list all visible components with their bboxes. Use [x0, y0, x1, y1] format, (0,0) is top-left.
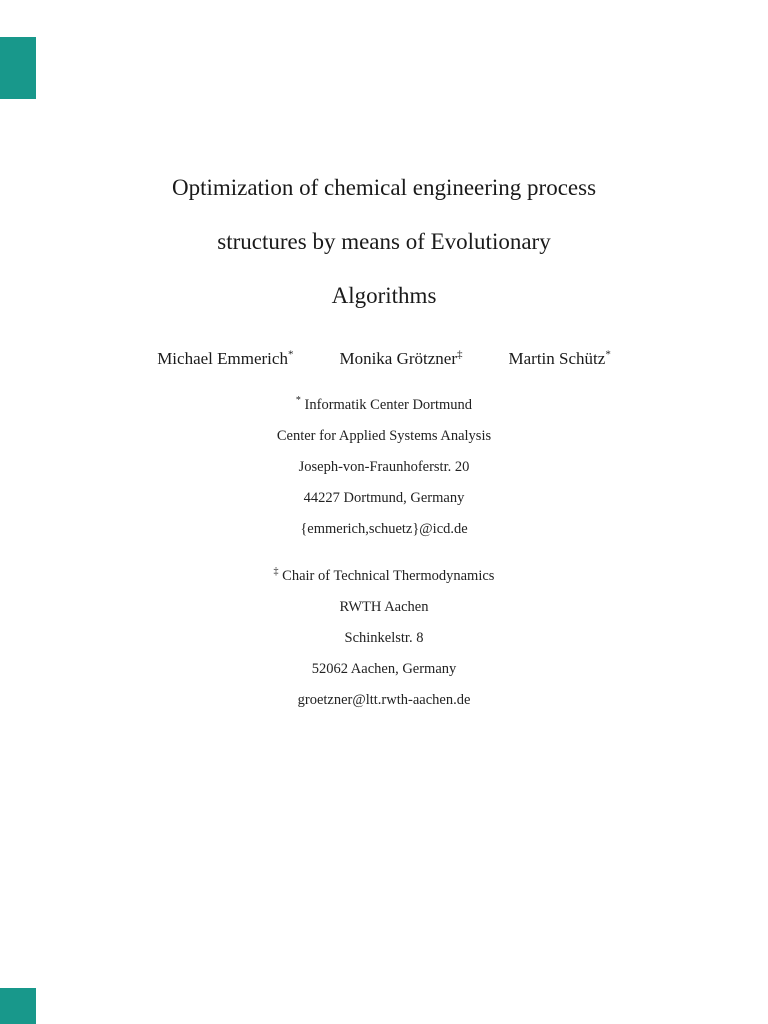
affiliation-1-line-4: 44227 Dortmund, Germany	[303, 490, 465, 506]
author-2-name: Monika Grötzner	[339, 349, 458, 368]
affiliation-2-line-1	[0, 561, 768, 592]
author-3-name: Martin Schütz	[508, 349, 606, 368]
affiliation-2-line-3: Schinkelstr. 8	[344, 630, 424, 646]
affiliation-2-email: groetzner@ltt.rwth-aachen.de	[297, 692, 471, 708]
title-line-1: Optimization of chemical engineering process	[171, 175, 597, 200]
paper-title	[0, 161, 768, 323]
affiliation-1-line-2: Center for Applied Systems Analysis	[276, 428, 492, 444]
title-line-2: structures by means of Evolutionary	[217, 229, 551, 254]
affiliation-2-line-2: RWTH Aachen	[339, 599, 429, 615]
affiliation-1-line-1	[0, 390, 768, 421]
affiliation-2-org: Chair of Technical Thermodynamics	[282, 568, 495, 584]
affiliation-block-1	[0, 390, 768, 545]
affiliation-1-email: {emmerich,schuetz}@icd.de	[300, 521, 468, 537]
affiliation-2-line-4: 52062 Aachen, Germany	[311, 661, 457, 677]
authors-row	[0, 347, 768, 371]
affiliation-1-marker: *	[295, 395, 301, 407]
affiliation-1-line-3: Joseph-von-Fraunhoferstr. 20	[298, 459, 470, 475]
affiliation-2-marker: ‡	[273, 566, 279, 578]
author-1-name: Michael Emmerich	[157, 349, 288, 368]
author-1	[157, 347, 293, 371]
author-3-marker: *	[605, 348, 611, 361]
author-2-marker: ‡	[457, 348, 463, 361]
affiliation-block-2	[0, 561, 768, 716]
adjacent-page-edge-bottom	[0, 988, 36, 1024]
title-line-3: Algorithms	[331, 283, 437, 308]
author-3	[509, 347, 611, 371]
author-2	[339, 347, 462, 371]
affiliation-1-org: Informatik Center Dortmund	[304, 397, 473, 413]
author-1-marker: *	[287, 348, 294, 361]
